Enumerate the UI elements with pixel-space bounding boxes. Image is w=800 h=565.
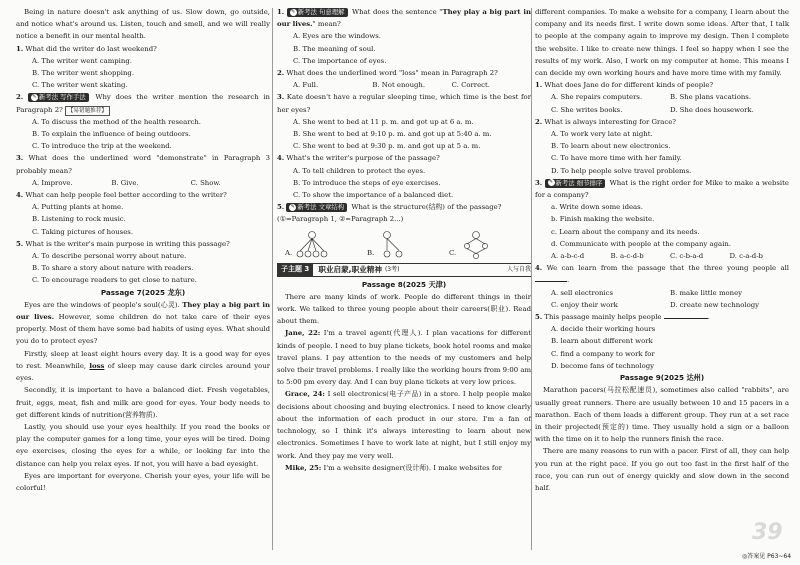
option[interactable]: B. To share a story about nature with readers. xyxy=(32,264,194,273)
question-4: 4. We can learn from the passage that the three young people all . xyxy=(535,264,789,285)
passage-7-title: Passage 7(2025 龙东) xyxy=(100,287,186,297)
new-method-tag: ✎ 新考法 句意理解 xyxy=(287,8,348,17)
question-3: 3. ✎ 新考法 细节排序 What is the right order for Mike to make a website for a company? xyxy=(535,178,789,200)
pen-icon: ✎ xyxy=(290,203,295,210)
question-4: 4. What can help people feel better according to the writer? xyxy=(16,191,227,200)
error-prone-badge: 【易错题推荐】 xyxy=(65,106,110,116)
option[interactable]: D. She does housework. xyxy=(670,105,754,114)
option[interactable]: B. To learn about new electronics. xyxy=(551,142,671,151)
option[interactable]: C. c-b-a-d xyxy=(670,252,704,261)
option[interactable]: B. She plans vacations. xyxy=(670,93,752,102)
option[interactable]: B. Listening to rock music. xyxy=(32,215,126,224)
structure-options xyxy=(277,226,531,260)
passage-8-title: Passage 8(2025 天津) xyxy=(361,279,447,289)
option[interactable]: C. The importance of eyes. xyxy=(293,56,387,65)
step: d. Communicate with people at the company again. xyxy=(551,239,731,248)
option[interactable]: B. learn about different work xyxy=(551,337,653,346)
page-number-stamp: 39 xyxy=(752,520,783,545)
option[interactable]: B. xyxy=(367,230,449,260)
column-left xyxy=(16,6,270,494)
passage-8-paragraph: Grace, 24: I sell electronics(电子产品) in a store. I help people make decisions about choosing and buying electronics. I need to know clearly about the information of each product in our store. I'm a fan of technology, so I think it's always interesting to learn about new electronics. Sometimes I have to work late at night, but I still enjoy my work. And they pay me very well. xyxy=(277,390,531,460)
subtheme-header xyxy=(277,263,531,277)
option[interactable]: A. She went to bed at 11 p. m. and got up at 6 a. m. xyxy=(293,117,474,126)
option[interactable]: C. To encourage readers to get close to nature. xyxy=(32,276,197,285)
passage-8-paragraph: Jane, 22: I'm a travel agent(代理人). I plan vacations for different kinds of people. I need to buy plane tickets, book hotel rooms and make travel plans. I pay attention to the needs of my customers and help solve their travel problems. I really like the working hours from 9:00 am to 5:00 pm every day. And I can buy plane tickets at very low prices. xyxy=(277,329,531,387)
option[interactable]: C. She went to bed at 9:30 p. m. and got up at 5 a. m. xyxy=(293,142,481,151)
structure-hint: (①=Paragraph 1, ②=Paragraph 2...) xyxy=(277,215,404,224)
option[interactable]: A. She repairs computers. xyxy=(551,93,643,102)
option[interactable]: B. make little money xyxy=(670,288,743,297)
option-row xyxy=(535,91,789,103)
question-2: 2. What is always interesting for Grace? xyxy=(535,117,676,126)
passage-7-paragraph: Lastly, you should use your eyes healthily. If you read the books or play the computer games for a long time, your eyes will be tired. Doing eye exercises, closing the eyes for a while, or looking far into the distance can help you relax eyes. If not, you will have a bad eyesight. xyxy=(16,422,270,468)
question-1: 1. What did the writer do last weekend? xyxy=(16,44,157,53)
column-divider xyxy=(272,8,273,550)
step: b. Finish making the website. xyxy=(551,215,655,224)
structure-diagram-a xyxy=(295,230,329,260)
answer-blank[interactable] xyxy=(535,275,567,282)
option[interactable]: B. She went to bed at 9:10 p. m. and got up at 5:40 a. m. xyxy=(293,130,492,139)
column-divider xyxy=(531,8,532,550)
question-5: 5. What is the writer's main purpose in writing this passage? xyxy=(16,239,230,248)
option-row xyxy=(535,299,789,311)
question-4: 4. What's the writer's purpose of the passage? xyxy=(277,154,440,163)
option[interactable]: A. sell electronics xyxy=(551,288,614,297)
column-right xyxy=(535,6,789,494)
option[interactable]: A. To tell children to protect the eyes. xyxy=(293,166,426,175)
subtheme-label: 子主题 3 xyxy=(277,263,313,276)
option[interactable]: B. Give. xyxy=(111,178,139,187)
option[interactable]: D. c-a-d-b xyxy=(729,252,763,261)
option[interactable]: C. She writes books. xyxy=(551,105,623,114)
option[interactable]: A. xyxy=(285,230,367,260)
option[interactable]: C. enjoy their work xyxy=(551,300,618,309)
new-method-tag: ✎ 新考法 文章结构 xyxy=(286,203,347,212)
option[interactable]: B. Not enough. xyxy=(372,81,426,90)
pen-icon: ✎ xyxy=(291,8,296,15)
passage-7-paragraph: Firstly, sleep at least eight hours every day. It is a good way for eyes to rest. Meanwhile, loss of sleep may cause dark circles around your eyes. xyxy=(16,349,270,383)
option[interactable]: C. Taking pictures of houses. xyxy=(32,227,134,236)
question-3: 3. Kate doesn't have a regular sleeping time, which time is the best for her eyes? xyxy=(277,93,531,114)
question-1: 1. ✎ 新考法 句意理解 What does the sentence "They play a big part in our lives." mean? xyxy=(277,8,531,29)
option[interactable]: C. To have more time with her family. xyxy=(551,154,682,163)
option-row xyxy=(16,177,270,189)
option[interactable]: B. a-c-d-b xyxy=(610,252,644,261)
option[interactable]: B. To introduce the steps of eye exercises. xyxy=(293,178,441,187)
question-3: 3. What does the underlined word "demonstrate" in Paragraph 3 probably mean? xyxy=(16,154,270,175)
option[interactable]: D. create new technology xyxy=(670,300,760,309)
option[interactable]: C. The writer went skating. xyxy=(32,81,128,90)
structure-diagram-b xyxy=(377,230,411,260)
option[interactable]: C. find a company to work for xyxy=(551,349,655,358)
passage-9-paragraph: There are many reasons to run with a pacer. First of all, they can help you run at the right pace. If you go out too fast in the first half of the race, you can run out of energy quickly and slow down in the second half. xyxy=(535,447,789,492)
option[interactable]: A. The writer went camping. xyxy=(32,56,132,65)
option[interactable]: C. Correct. xyxy=(451,81,490,90)
passage-8-paragraph: different companies. To make a website for a company, I learn about the company and its needs first. I write down some ideas. After that, I talk to people at the company again to improve my design. Then I complete the website. I like to create new things. I feel so happy when I see the results of my work. Also, I work on my computer at home. This means I can decide my own working hours and have more time with my family. xyxy=(535,8,789,78)
option[interactable]: D. become fans of technology xyxy=(551,361,655,370)
option-row xyxy=(277,79,531,91)
option[interactable]: A. Full. xyxy=(293,81,319,90)
passage-7-paragraph: Eyes are the windows of people's soul(心灵). They play a big part in our lives. However, some children do not take care of their eyes properly. Most of them have some bad habits of using eyes. What should you do to protect eyes? xyxy=(16,300,270,346)
option[interactable]: B. The meaning of soul. xyxy=(293,44,376,53)
answer-reference: ◎答案见 P63~64 xyxy=(742,553,792,560)
option[interactable]: A. To work very late at night. xyxy=(551,130,653,139)
step: c. Learn about the company and its needs. xyxy=(551,227,700,236)
passage-9-title: Passage 9(2025 达州) xyxy=(619,373,705,383)
new-method-tag: ✎ 新考法 写作手法 xyxy=(28,93,89,102)
pen-icon: ✎ xyxy=(548,179,554,186)
question-5: 5. ✎ 新考法 文章结构 What is the structure(结构) of the passage? xyxy=(277,203,502,212)
step: a. Write down some ideas. xyxy=(551,203,643,212)
passage-9-paragraph: Marathon pacers(马拉松配速员), sometimes also called "rabbits", are usually great runners. There are usually between 10 and 15 pacers in a marathon. Each of them leads a different group. They run at a set race in their projected(预定的) time. They usually hold a sign or a balloon with the time on it to help the runners finish the race. xyxy=(535,386,789,444)
option[interactable]: B. The writer went shopping. xyxy=(32,69,135,78)
option[interactable]: A. Eyes are the windows. xyxy=(293,32,381,41)
structure-diagram-c xyxy=(459,230,493,260)
passage-8-paragraph: There are many kinds of work. People do different things in their work. We talked to three young people about their careers(职业). Read about them. xyxy=(277,292,531,326)
column-middle xyxy=(277,6,531,474)
question-2: 2. ✎ 新考法 写作手法 Why does the writer mention the research in Paragraph 2? 【易错题推荐】 xyxy=(16,93,270,114)
option[interactable]: C. To introduce the trip at the weekend. xyxy=(32,142,172,151)
option-row xyxy=(535,287,789,299)
new-method-tag: ✎ 新考法 细节排序 xyxy=(545,179,606,188)
option-row xyxy=(535,250,789,262)
question-1: 1. What does Jane do for different kinds of people? xyxy=(535,81,714,90)
option[interactable]: A. Improve. xyxy=(32,178,73,187)
option[interactable]: D. To help people solve travel problems. xyxy=(551,166,692,175)
pen-icon: ✎ xyxy=(32,93,37,100)
option[interactable]: C. Show. xyxy=(190,178,221,187)
subtheme-title: 职业启蒙,职业精神 xyxy=(318,264,382,274)
option[interactable]: A. a-b-c-d xyxy=(551,252,585,261)
option[interactable]: A. decide their working hours xyxy=(551,325,656,334)
option-row xyxy=(535,104,789,116)
option[interactable]: B. To explain the influence of being outdoors. xyxy=(32,130,191,139)
answer-blank[interactable] xyxy=(664,312,708,319)
option[interactable]: A. Putting plants at home. xyxy=(32,203,124,212)
option[interactable]: C. xyxy=(449,230,531,260)
option[interactable]: A. To discuss the method of the health research. xyxy=(32,117,201,126)
subtheme-category: 人与自我 xyxy=(506,265,531,273)
passage-8-paragraph: Mike, 25: I'm a website designer(设计师). I make websites for xyxy=(285,463,502,472)
question-5: 5. This passage mainly helps people . xyxy=(535,313,710,322)
passage-7-paragraph: Secondly, it is important to have a balanced diet. Fresh vegetables, fruit, eggs, meat, fish and milk are good for eyes. Your body needs to get different kinds of nutrition(营养物质). xyxy=(16,386,270,419)
option[interactable]: A. To describe personal worry about nature. xyxy=(32,252,187,261)
passage6-last-paragraph: Being in nature doesn't ask anything of us. Slow down, go outside, and notice what's around us. Listen, touch and smell, and we will really notice a benefit in our mental health. xyxy=(16,8,270,41)
question-2: 2. What does the underlined word "loss" mean in Paragraph 2? xyxy=(277,69,498,78)
passage-7-paragraph: Eyes are important for everyone. Cherish your eyes, your life will be colorful! xyxy=(16,471,270,492)
subtheme-count: (3考) xyxy=(384,265,400,273)
option[interactable]: C. To show the importance of a balanced diet. xyxy=(293,191,454,200)
